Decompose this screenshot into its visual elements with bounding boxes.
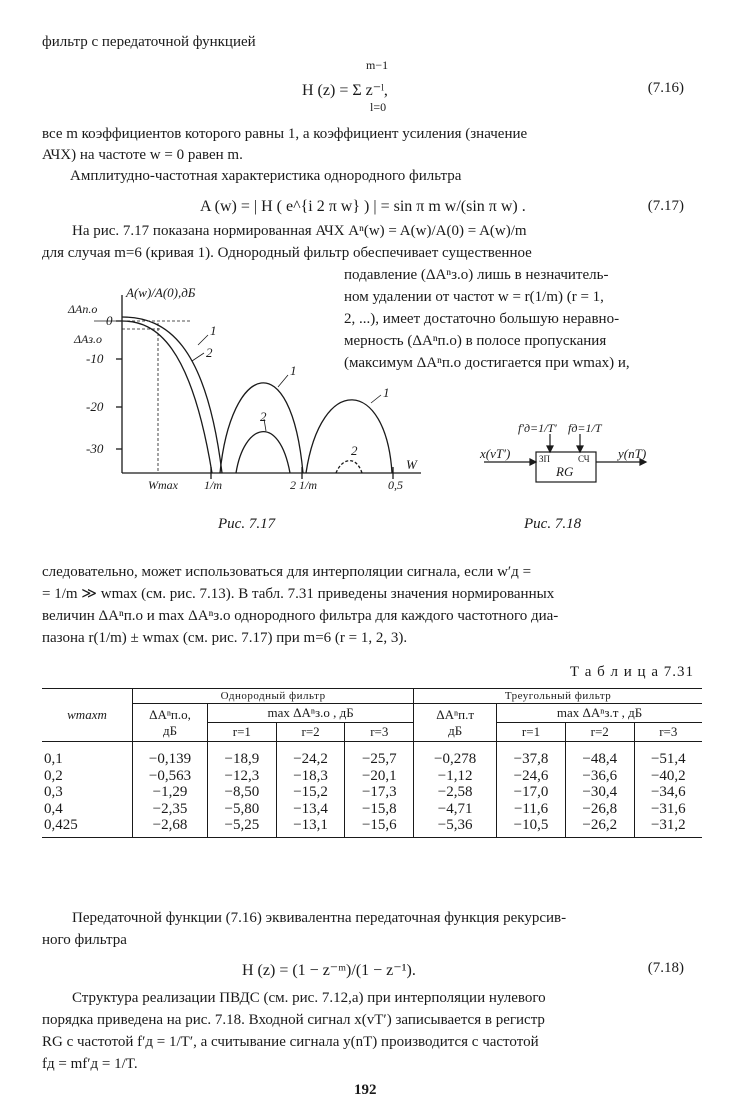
figure-caption: Рис. 7.18 (524, 516, 582, 532)
curve-label: 1 (210, 323, 217, 338)
y-tick-label: 0 (106, 313, 113, 328)
table-row: 0,4 −2,35 −5,80 −13,4 −15,8 −4,71 −11,6 −26,8 −31,6 (42, 801, 702, 818)
paragraph-line: Структура реализации ПВДС (см. рис. 7.12,а) при интерполяции нулевого (72, 990, 546, 1006)
x-tick-label: 0,5 (388, 478, 403, 492)
y-tick-label: -10 (86, 351, 104, 366)
table-row: 0,3 −1,29 −8,50 −15,2 −17,3 −2,58 −17,0 −30,4 −34,6 (42, 784, 702, 801)
paragraph-line: все m коэффициентов которого равны 1, а коэффициент усиления (значение (42, 126, 528, 142)
col-header-r1: r=1 (497, 723, 566, 742)
paragraph-line: АЧХ) на частоте w = 0 равен m. (42, 147, 243, 163)
page-number: 192 (354, 1082, 377, 1098)
col-header-wmax: wmaxm (42, 689, 133, 742)
paragraph-line: порядка приведена на рис. 7.18. Входной сигнал x(vT′) записывается в регистр (42, 1012, 545, 1028)
x-axis-label: W (406, 457, 417, 472)
dA-zo-label: ΔAз.о (74, 332, 103, 346)
y-axis-label: A(w)/A(0),дБ (126, 285, 196, 300)
equation-7-18: H (z) = (1 − z⁻ᵐ)/(1 − z⁻¹). (242, 962, 416, 979)
register-label: RG (556, 464, 574, 479)
y-tick-label: -30 (86, 441, 104, 456)
input-signal-label: x(vT′) (480, 446, 511, 461)
paragraph-line: следовательно, может использоваться для интерполяции сигнала, если w′д = (42, 564, 532, 580)
read-port-label: СЧ (578, 454, 590, 464)
y-tick-label: -20 (86, 399, 104, 414)
equation-7-17: A (w) = | H ( e^{i 2 π w} ) | = sin π m w/(sin π w) . (200, 198, 526, 215)
col-header-max-zt: max ΔAⁿз.т , дБ (497, 704, 702, 723)
table-row: 0,1 −0,139 −18,9 −24,2 −25,7 −0,278 −37,8 −48,4 −51,4 (42, 742, 702, 768)
curve-1-side-lobe (220, 383, 303, 473)
figure-caption: Рис. 7.17 (218, 516, 276, 532)
col-header-dA-po: ΔAⁿп.о, дБ (133, 704, 208, 742)
table-row: 0,425 −2,68 −5,25 −13,1 −15,6 −5,36 −10,5 −26,2 −31,2 (42, 817, 702, 837)
paragraph-line: величин ΔAⁿп.о и max ΔAⁿз.о однородного фильтра для каждого частотного диа- (42, 608, 559, 624)
paragraph-line: ном удалении от частот w = r(1/m) (r = 1, (344, 289, 604, 305)
paragraph-line: fд = mf′д = 1/T. (42, 1056, 138, 1072)
col-header-r1: r=1 (208, 723, 277, 742)
col-header-r2: r=2 (565, 723, 634, 742)
col-header-r2: r=2 (276, 723, 345, 742)
paragraph-line: 2, ...), имеет достаточно большую неравно- (344, 311, 620, 327)
paragraph-line: для случая m=6 (кривая 1). Однородный фильтр обеспечивает существенное (42, 245, 532, 261)
paragraph-line: мерность (ΔAⁿп.о) в полосе пропускания (344, 333, 607, 349)
equation-7-16: H (z) = Σ z⁻ˡ, (302, 82, 388, 99)
paragraph-line: На рис. 7.17 показана нормированная АЧХ Aⁿ(w) = A(w)/A(0) = A(w)/m (72, 223, 527, 239)
output-signal-label: y(nT) (618, 446, 647, 461)
curve-label: 1 (290, 363, 297, 378)
paragraph-line: фильтр с передаточной функцией (42, 34, 256, 50)
equation-number: (7.17) (647, 198, 684, 214)
col-header-r3: r=3 (634, 723, 702, 742)
table-row: 0,2 −0,563 −12,3 −18,3 −20,1 −1,12 −24,6 −36,6 −40,2 (42, 768, 702, 785)
equation-number: (7.18) (647, 960, 684, 976)
group-header: Треугольный фильтр (414, 689, 702, 704)
data-table-7-31 (42, 688, 702, 838)
read-frequency-label: fд=1/T (568, 421, 602, 435)
x-tick-label: 2 1/m (290, 478, 317, 492)
curve-label: 2 (351, 443, 358, 458)
curve-1-side-lobe-2 (306, 400, 392, 473)
curve-label: 2 (206, 345, 213, 360)
paragraph-line: Передаточной функции (7.16) эквивалентна передаточная функция рекурсив- (72, 910, 567, 926)
equation-number: (7.16) (647, 80, 684, 96)
col-header-max-zo: max ΔAⁿз.о , дБ (208, 704, 414, 723)
x-tick-label: Wmax (148, 478, 178, 492)
paragraph-line: ного фильтра (42, 932, 127, 948)
curve-2-side-lobe-2 (336, 461, 362, 473)
paragraph-line: = 1/m ≫ wmax (см. рис. 7.13). В табл. 7.31 приведены значения нормированных (42, 586, 555, 602)
x-tick-label: 1/m (204, 478, 222, 492)
curve-1-main-lobe (122, 317, 222, 473)
write-frequency-label: f′д=1/T′ (518, 421, 557, 435)
curve-label: 2 (260, 409, 267, 424)
paragraph-line: подавление (ΔAⁿз.о) лишь в незначитель- (344, 267, 609, 283)
figure-7-17 (66, 283, 426, 493)
paragraph-line: пазона r(1/m) ± wmax (см. рис. 7.17) при m=6 (r = 1, 2, 3). (42, 630, 408, 646)
dA-po-label: ΔAп.о (68, 302, 98, 316)
curve-label: 1 (383, 385, 390, 400)
col-header-dA-pt: ΔAⁿп.т дБ (414, 704, 497, 742)
group-header: Однородный фильтр (133, 689, 414, 704)
figure-7-18 (478, 416, 693, 496)
paragraph-line: (максимум ΔAⁿп.о достигается при wmax) и, (344, 355, 630, 371)
col-header-r3: r=3 (345, 723, 414, 742)
paragraph-line: Амплитудно-частотная характеристика однородного фильтра (70, 168, 462, 184)
sum-lower-limit: l=0 (370, 100, 387, 114)
table-title: Т а б л и ц а 7.31 (569, 664, 694, 680)
write-port-label: ЗП (539, 454, 551, 464)
curve-2-side-lobe (236, 432, 290, 473)
sum-upper-limit: m−1 (366, 58, 389, 72)
curve-2-main-lobe (122, 321, 212, 473)
paragraph-line: RG с частотой f′д = 1/T′, а считывание сигнала y(nT) производится с частотой (42, 1034, 539, 1050)
